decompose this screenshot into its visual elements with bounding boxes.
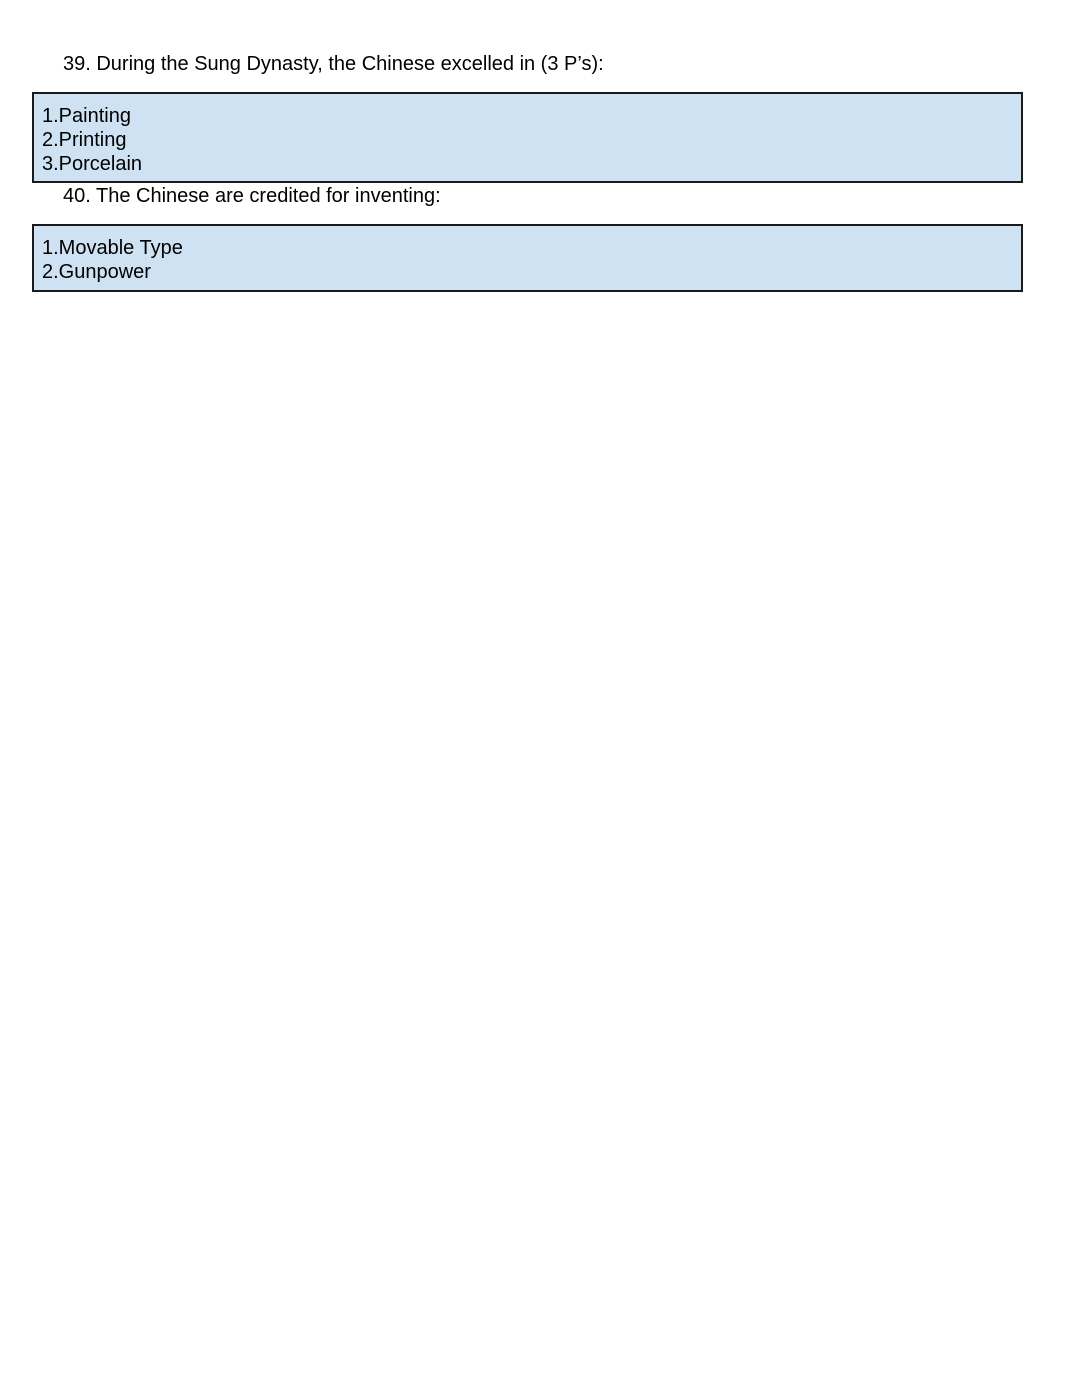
- answer-item: 1.Movable Type: [42, 237, 183, 259]
- answer-item: 2.Gunpower: [42, 261, 151, 283]
- answer-box-39[interactable]: [32, 92, 1023, 183]
- question-40-text: 40. The Chinese are credited for inventing:: [63, 185, 441, 207]
- answer-item: 3.Porcelain: [42, 153, 143, 175]
- question-39-text: 39. During the Sung Dynasty, the Chinese excelled in (3 P’s):: [63, 53, 604, 75]
- answer-box-40[interactable]: [32, 224, 1023, 292]
- answer-item: 1.Painting: [42, 105, 131, 127]
- answer-item: 2.Printing: [42, 129, 127, 151]
